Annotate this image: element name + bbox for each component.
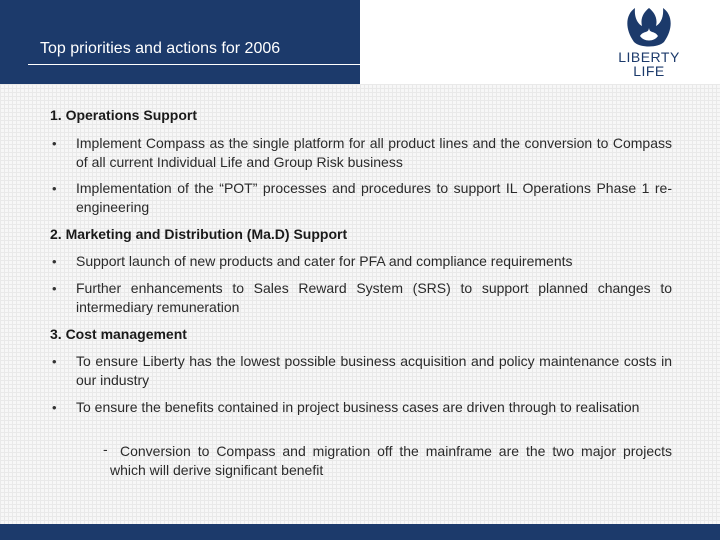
bullet-icon: • — [52, 281, 57, 296]
bullet-text: Support launch of new products and cater for PFA and compliance requirements — [76, 253, 573, 269]
bullet-icon: • — [52, 354, 57, 369]
bullet-icon: • — [52, 254, 57, 269]
bullet-icon: • — [52, 136, 57, 151]
bullet-text: Implement Compass as the single platform for all product lines and the conversion to Compass of all current Individual Life and Group Risk business — [76, 135, 672, 170]
header-band — [0, 0, 360, 84]
bullet-text: To ensure the benefits contained in project business cases are driven through to realisation — [76, 399, 640, 415]
bullet-text: Further enhancements to Sales Reward System (SRS) to support planned changes to intermediary remuneration — [76, 280, 672, 315]
sub-bullet-dash: - — [103, 441, 108, 457]
slide-title: Top priorities and actions for 2006 — [40, 40, 281, 57]
section-title: 1. Operations Support — [50, 107, 198, 123]
footer-band — [0, 524, 720, 540]
section-title: 2. Marketing and Distribution (Ma.D) Support — [50, 226, 348, 242]
sub-bullet-text: Conversion to Compass and migration off the mainframe are the two major projects which will derive significant benefit — [110, 443, 672, 478]
logo-text-liberty: LIBERTY — [618, 49, 680, 65]
flame-shield-icon — [604, 6, 694, 50]
bullet-text: Implementation of the “POT” processes and procedures to support IL Operations Phase 1 re-engineering — [76, 180, 672, 215]
title-underline — [28, 64, 360, 65]
liberty-life-logo — [604, 6, 694, 80]
logo-text-life: LIFE — [633, 63, 665, 79]
slide-content — [0, 84, 720, 524]
bullet-icon: • — [52, 181, 57, 196]
section-title: 3. Cost management — [50, 326, 187, 342]
bullet-icon: • — [52, 400, 57, 415]
bullet-text: To ensure Liberty has the lowest possible business acquisition and policy maintenance costs in our industry — [76, 353, 672, 388]
